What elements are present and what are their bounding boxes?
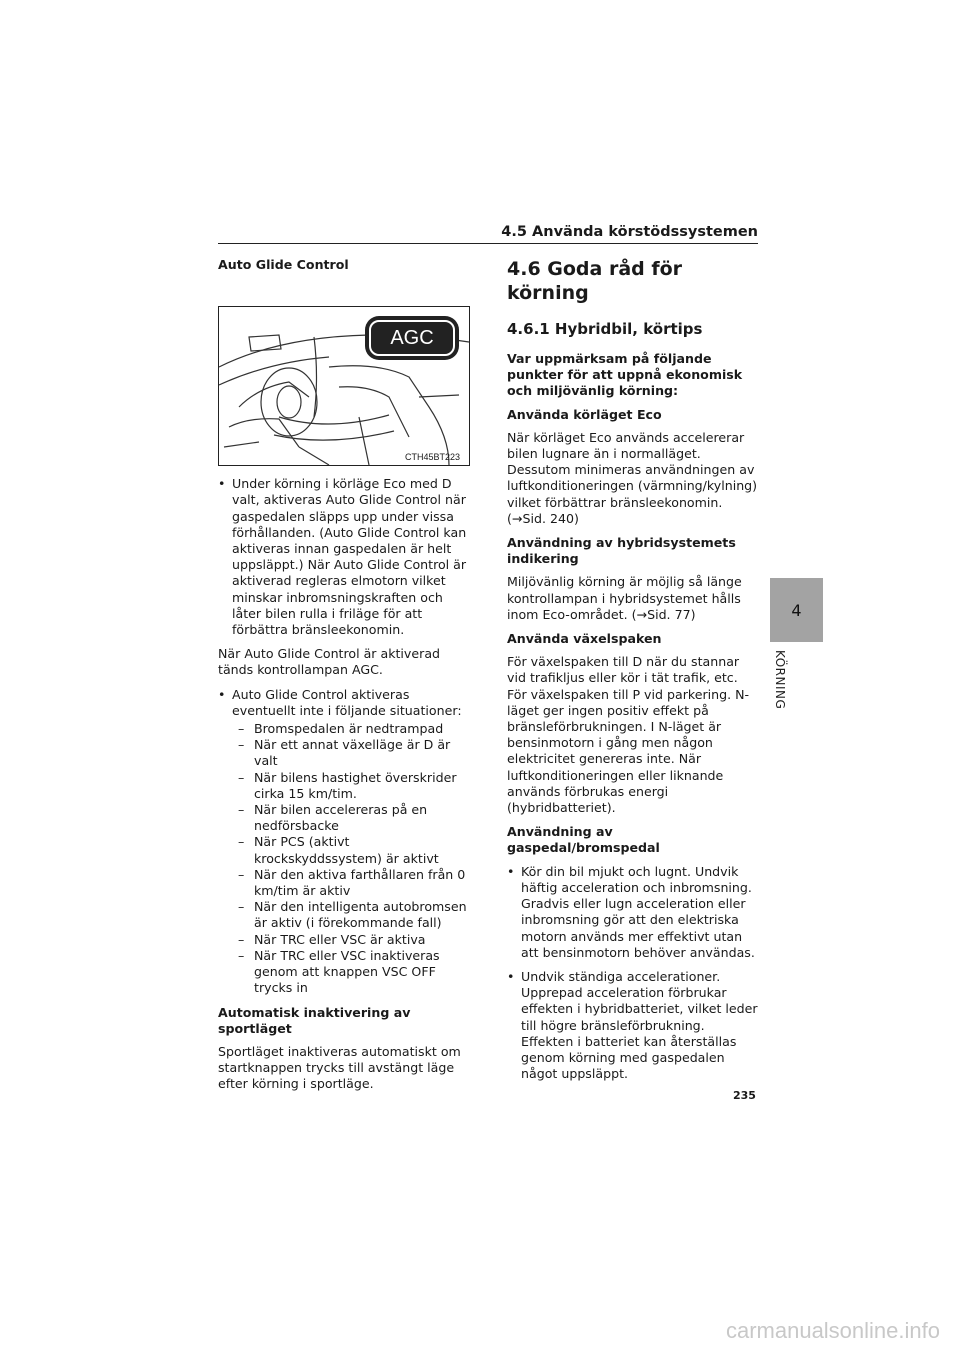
subsection-heading: 4.6.1 Hybridbil, körtips xyxy=(507,320,703,338)
bullet-avoid-acceleration: • Undvik ständiga accelerationer. Upprepad acceleration förbrukar effekten i hybridbatteriet, vilket leder till högre bränsleförbrukning. Effekten i batteriet kan återställas genom körning med gaspedalen något uppsläppt. xyxy=(507,968,758,1082)
bullet-dot-icon: • xyxy=(507,863,515,879)
agc-badge xyxy=(365,316,459,360)
list-item: – När PCS (aktivt krockskyddssystem) är aktivt xyxy=(238,834,439,866)
list-item: – När ett annat växelläge är D är valt xyxy=(238,737,451,769)
chapter-tab[interactable] xyxy=(770,578,823,642)
bullet-dot-icon: • xyxy=(218,476,226,492)
agc-title: Auto Glide Control xyxy=(218,257,349,272)
bullet-dot-icon: • xyxy=(218,686,226,702)
page-number: 235 xyxy=(733,1089,756,1102)
list-item: – När bilens hastighet överskrider cirka 15 km/tim. xyxy=(238,769,457,801)
chapter-heading: 4.6 Goda råd för körning xyxy=(507,258,683,304)
list-item: – När den intelligenta autobromsen är aktiv (i förekommande fall) xyxy=(238,899,467,931)
sport-mode-heading: Automatisk inaktivering av sportläget xyxy=(218,1004,411,1036)
bullet-dot-icon: • xyxy=(507,968,515,984)
section-header: 4.5 Använda körstödssystemen xyxy=(501,224,758,240)
eco-mode-heading: Använda körläget Eco xyxy=(507,406,662,422)
right-column xyxy=(507,257,759,1090)
bullet-smooth-driving: • Kör din bil mjukt och lugnt. Undvik häftig acceleration och inbromsning. Gradvis eller lugn acceleration eller inbromsning gör att den elektriska motorn används mer effektivt utan att bensinmotorn behöver användas. xyxy=(507,863,755,960)
agc-indicator-para: När Auto Glide Control är aktiverad tänds kontrollampan AGC. xyxy=(218,646,441,678)
figure-code: CTH45BT223 xyxy=(404,452,460,463)
list-item: – När bilen accelereras på en nedförsbacke xyxy=(238,802,428,834)
hybrid-indicator-heading: Användning av hybridsystemets indikering xyxy=(507,535,736,567)
left-column xyxy=(218,257,473,1101)
gear-lever-heading: Använda växelspaken xyxy=(507,631,662,647)
intro-text: Var uppmärksam på följande punkter för att uppnå ekonomisk och miljövänlig körning: xyxy=(507,351,743,399)
bullet-agc-activation: • Under körning i körläge Eco med D valt, aktiveras Auto Glide Control när gaspedalen släpps upp under vissa förhållanden. (Auto Glide Control kan aktiveras innan gaspedalen är helt uppsläppt.) När Auto Glide Control är aktiverad regleras elmotorn vilket minskar inbromsningskraften och låter bilen rulla i friläge för att förbättra bränsleekonomin. xyxy=(218,476,467,638)
gear-lever-text: För växelspaken till D när du stannar vid trafikljus eller kör i tät trafik, etc. För växelspaken till P vid parkering. N-läget ger ingen positiv effekt på bränsleförbrukningen. I N-läget är bensinmotorn i gång men någon elektricitet genereras inte. När luftkonditioneringen eller liknande används förbrukas energi (hybridbatteriet). xyxy=(507,654,750,816)
list-item: – När TRC eller VSC inaktiveras genom att knappen VSC OFF trycks in xyxy=(238,947,440,996)
watermark: carmanualsonline.info xyxy=(725,1318,940,1343)
bullet-agc-not-active: • Auto Glide Control aktiveras eventuellt inte i följande situationer: xyxy=(218,686,462,718)
pedal-heading: Användning av gaspedal/bromspedal xyxy=(507,824,660,856)
eco-mode-text: När körläget Eco används accelererar bilen lugnare än i normalläget. Dessutom minimeras användningen av luftkonditioneringen (värmning/kylning) vilket förbättrar bränsleekonomin. (→Sid. 240) xyxy=(507,429,758,526)
agc-exceptions-list xyxy=(232,721,473,996)
chapter-label: KÖRNING xyxy=(773,650,787,710)
sport-mode-para: Sportläget inaktiveras automatiskt om startknappen trycks till avstängt läge efter körning i sportläge. xyxy=(218,1043,461,1092)
header-rule xyxy=(218,243,758,244)
hybrid-indicator-text: Miljövänlig körning är möjlig så länge kontrollampan i hybridsystemet hålls inom Eco-området. (→Sid. 77) xyxy=(507,574,742,622)
agc-illustration xyxy=(218,306,470,466)
list-item: – När TRC eller VSC är aktiva xyxy=(238,931,426,947)
chapter-number: 4 xyxy=(791,600,802,620)
list-item: – När den aktiva farthållaren från 0 km/tim är aktiv xyxy=(238,866,466,899)
agc-badge-text: AGC xyxy=(390,326,434,349)
list-item: – Bromspedalen är nedtrampad xyxy=(238,721,444,737)
